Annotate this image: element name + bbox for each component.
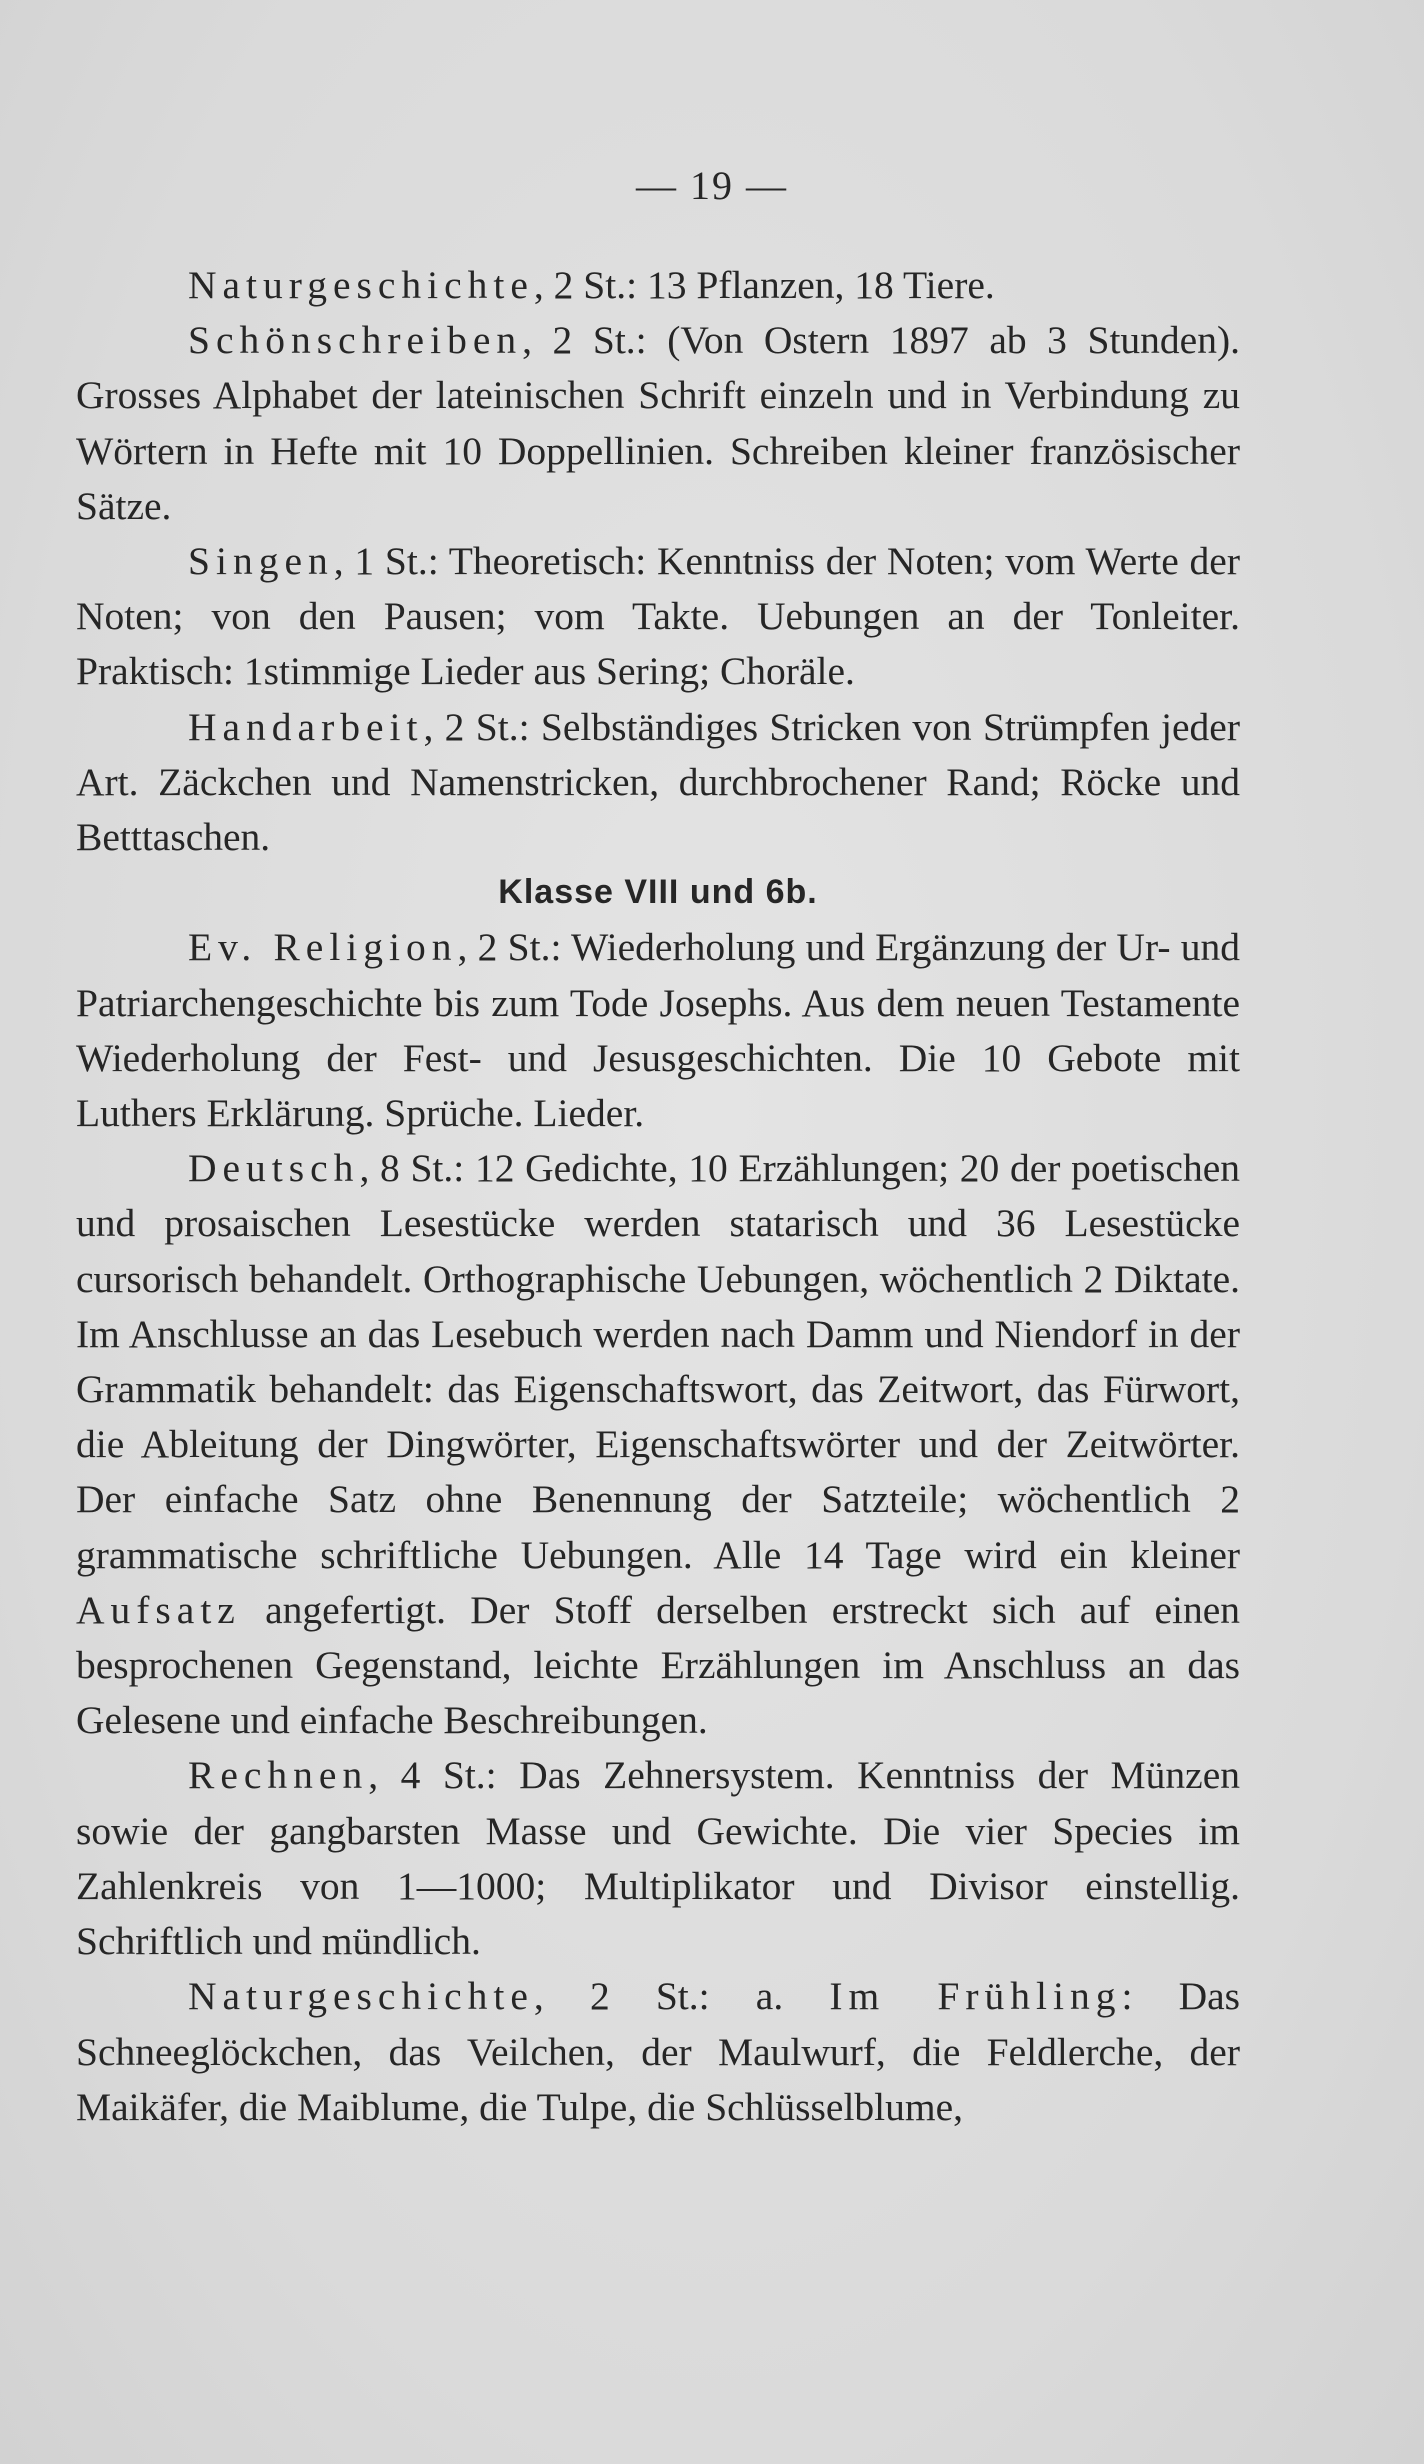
paragraph-text: , 2 St.: 13 Pflanzen, 18 Tiere. <box>533 263 995 307</box>
paragraph-deutsch <box>76 1141 1240 1748</box>
emphasized-term: Aufsatz <box>76 1587 241 1632</box>
paragraph-text: , 8 St.: 12 Gedichte, 10 Erzählungen; 20 der poetischen und prosaischen Lesestücke werden statarisch und 36 Lesestücke cursorisch behandelt. Orthographische Uebungen, wöchentlich 2 Diktate. Im Anschlusse an das Lesebuch werden nach Damm und Niendorf in der Grammatik behandelt: das Eigenschaftswort, das Zeitwort, das Fürwort, die Ableitung der Dingwörter, Eigenschaftswörter und der Zeitwörter. Der einfache Satz ohne Benennung der Satzteile; wöchentlich 2 grammatische schriftliche Uebungen. Alle 14 Tage wird ein kleiner <box>76 1146 1240 1577</box>
subject-heading: Handarbeit <box>188 704 424 749</box>
subject-heading: Ev. Religion <box>188 925 458 970</box>
paragraph-naturgeschichte-2 <box>76 1969 1240 2135</box>
paragraph-singen <box>76 534 1240 700</box>
subject-heading: Naturgeschichte <box>188 263 534 307</box>
paragraph-schoenschreiben <box>76 313 1240 534</box>
paragraph-text: , 2 St.: Selbständiges Stricken von Strümpfen jeder Art. Zäckchen und Namenstricken, durchbrochener Rand; Röcke und Betttaschen. <box>76 704 1240 860</box>
subject-heading: Deutsch <box>188 1146 360 1191</box>
subject-heading: Naturgeschichte <box>188 1974 534 2019</box>
paragraph-text: , 4 St.: Das Zehnersystem. Kenntniss der Münzen sowie der gangbarsten Masse und Gewichte. Die vier Species im Zahlenkreis von 1—1000; Multiplikator und Divisor einstellig. Schriftlich und mündlich. <box>76 1753 1240 1964</box>
paragraph-religion <box>76 920 1240 1141</box>
emphasized-term: Im Frühling <box>829 1974 1122 2019</box>
paragraph-text: : Das Schneeglöckchen, das Veilchen, der Maulwurf, die Feldlerche, der Maikäfer, die Maiblume, die Tulpe, die Schlüsselblume, <box>76 1974 1241 2129</box>
paragraph-text: angefertigt. Der Stoff derselben erstreckt sich auf einen besprochenen Gegenstand, leichte Erzählungen im Anschluss an das Gelesene und einfache Beschreibungen. <box>76 1587 1240 1743</box>
paragraph-text: , 1 St.: Theoretisch: Kenntniss der Noten; vom Werte der Noten; von den Pausen; vom Takte. Uebungen an der Tonleiter. Praktisch: 1stimmige Lieder aus Sering; Choräle. <box>76 539 1240 694</box>
subject-heading: Rechnen <box>188 1753 369 1798</box>
paragraph-text: , 2 St.: a. <box>533 1974 830 2019</box>
body-text <box>76 258 1240 2135</box>
subject-heading: Singen <box>188 539 334 584</box>
paragraph-handarbeit <box>76 700 1240 866</box>
paragraph-text: , 2 St.: Wiederholung und Ergänzung der Ur- und Patriarchengeschichte bis zum Tode Josephs. Aus dem neuen Testamente Wiederholung der Fest- und Jesusgeschichten. Die 10 Gebote mit Luthers Erklärung. Sprüche. Lieder. <box>76 925 1240 1136</box>
section-heading: Klasse VIII und 6b. <box>498 873 818 912</box>
paragraph-rechnen <box>76 1748 1240 1969</box>
paragraph-naturgeschichte-1 <box>76 258 1240 313</box>
subject-heading: Schönschreiben <box>188 318 523 363</box>
paragraph-text: , 2 St.: (Von Ostern 1897 ab 3 Stunden). Grosses Alphabet der lateinischen Schrift einzeln und in Verbindung zu Wörtern in Hefte mit 10 Doppellinien. Schreiben kleiner französischer Sätze. <box>76 318 1240 528</box>
page-number: — 19 — <box>636 163 788 208</box>
